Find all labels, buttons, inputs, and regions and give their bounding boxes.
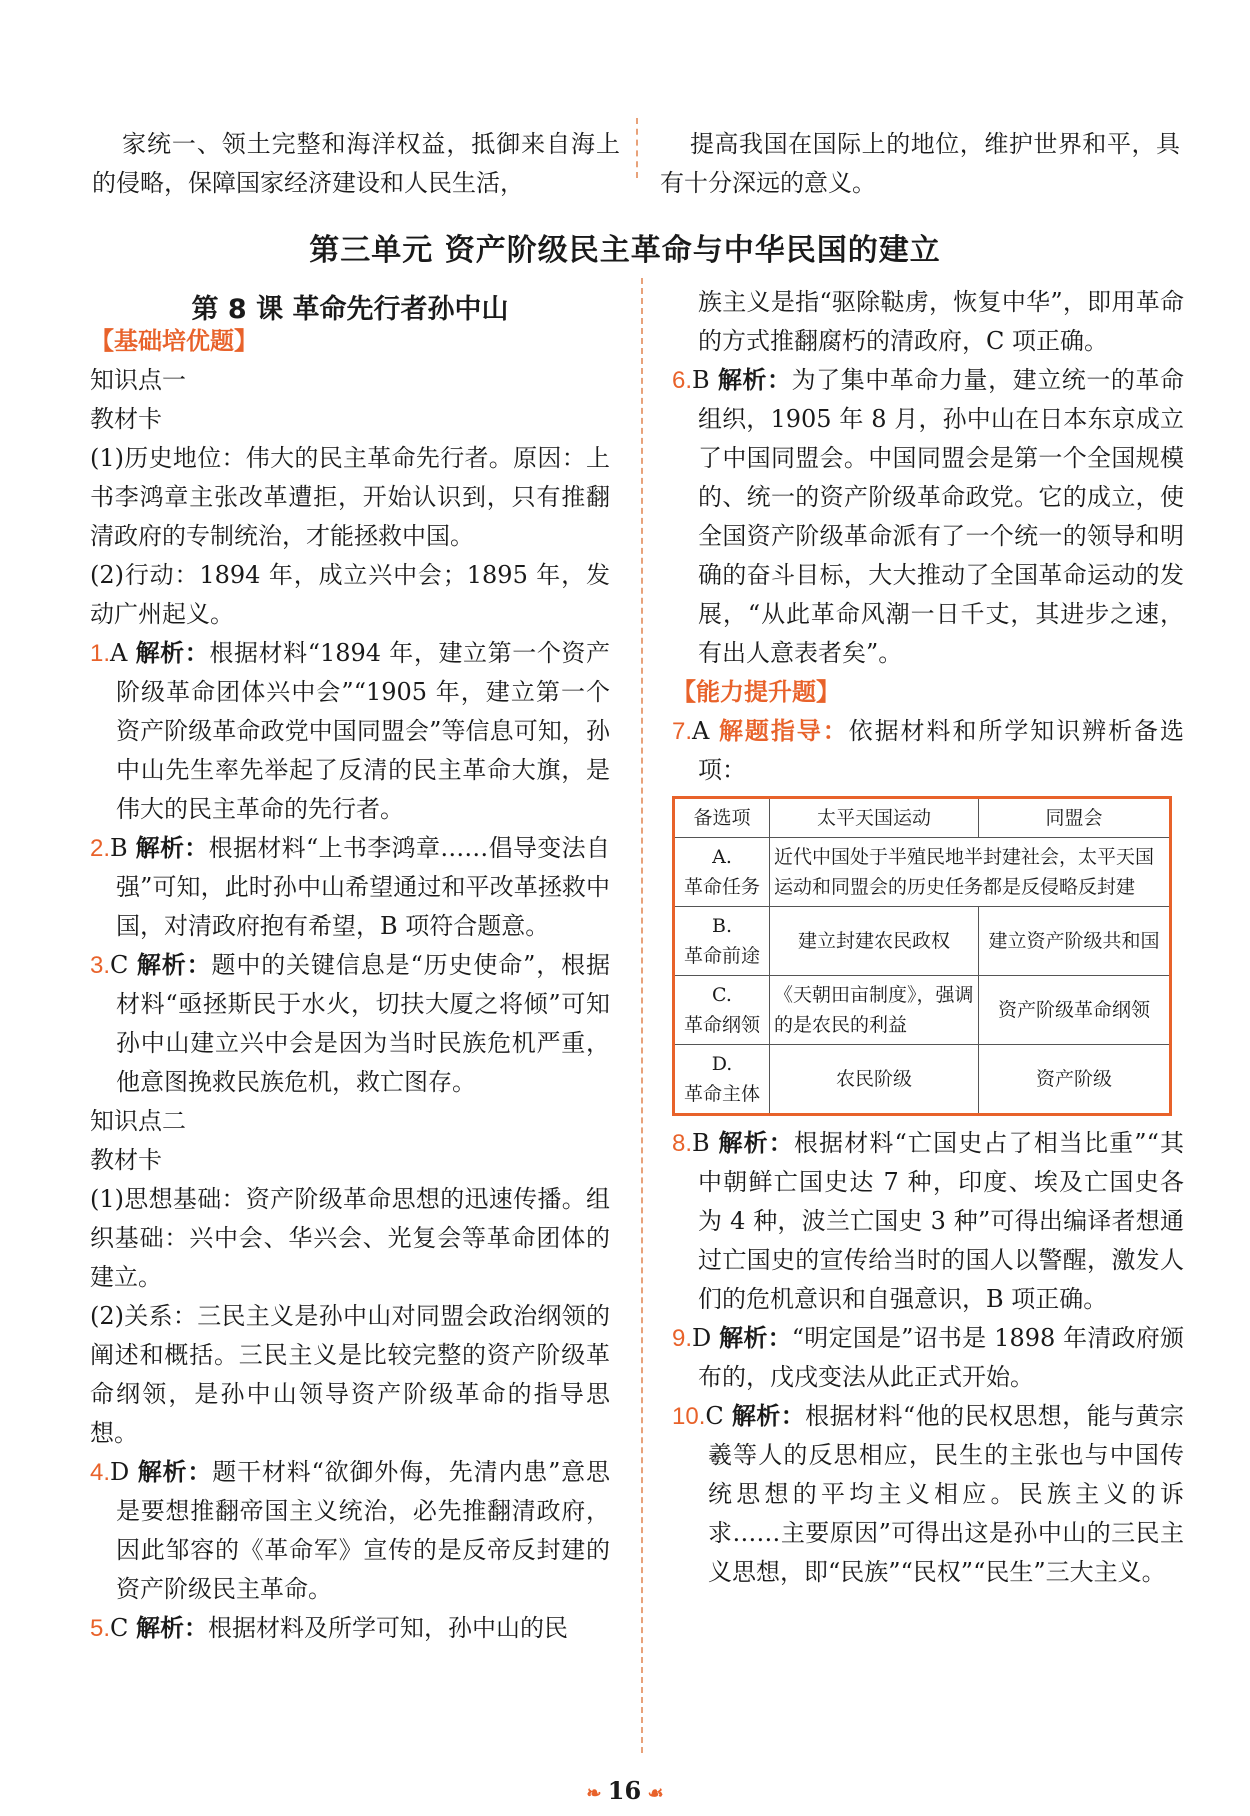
table-row <box>674 838 1171 907</box>
knowledge-point-1: 知识点一 <box>90 366 186 394</box>
question-10 <box>672 1397 1184 1592</box>
lesson-title: 第 8 课 革命先行者孙中山 <box>191 294 509 325</box>
answer: B <box>692 1129 710 1157</box>
top-text-left: 家统一、领土完整和海洋权益，抵御来自海上的侵略，保障国家经济建设和人民生活， <box>92 130 620 197</box>
row-label: B. 革命前途 <box>674 907 770 976</box>
section-tag-advanced: 【能力提升题】 <box>672 678 840 706</box>
explanation-label: 解析： <box>717 366 792 394</box>
explanation-text: 题干材料“欲御外侮，先清内患”意思是要想推翻帝国主义统治，必先推翻清政府，因此邹容的《革命军》宣传的是反帝反封建的资产阶级民主革命。 <box>116 1458 610 1603</box>
answer: A <box>692 717 710 745</box>
table-cell: 农民阶级 <box>770 1045 979 1115</box>
question-number: 5. <box>90 1615 111 1642</box>
table-header-cell: 同盟会 <box>979 798 1171 838</box>
row-label: D. 革命主体 <box>674 1045 770 1115</box>
table-cell: 《天朝田亩制度》，强调的是农民的利益 <box>770 976 979 1045</box>
question-number: 6. <box>672 367 693 394</box>
column-divider <box>641 278 643 1753</box>
answer: C <box>110 951 129 979</box>
row-label: A. 革命任务 <box>674 838 770 907</box>
explanation-text: 根据材料及所学可知，孙中山的民 <box>208 1614 569 1642</box>
table-cell: 近代中国处于半殖民地半封建社会，太平天国运动和同盟会的历史任务都是反侵略反封建 <box>770 838 1171 907</box>
question-number: 10. <box>672 1403 706 1430</box>
row-label: C. 革命纲领 <box>674 976 770 1045</box>
page-number-text: 16 <box>607 1776 642 1805</box>
explanation-text: 根据材料“他的民权思想，能与黄宗羲等人的反思相应，民生的主张也与中国传统思想的平均主义相应。民族主义的诉求……主要原因”可得出这是孙中山的三民主义思想，即“民族”“民权”“民生”三大主义。 <box>708 1402 1184 1586</box>
question-number: 3. <box>90 952 111 979</box>
table-row <box>674 1045 1171 1115</box>
explanation-label: 解析： <box>136 1614 209 1642</box>
question-9 <box>672 1319 1184 1397</box>
answer: A <box>110 639 128 667</box>
question-1 <box>90 634 610 829</box>
explanation-text: “明定国是”诏书是 1898 年清政府颁布的，戊戌变法从此正式开始。 <box>698 1324 1185 1391</box>
answer: B <box>692 366 710 394</box>
table-cell: 资产阶级革命纲领 <box>979 976 1171 1045</box>
guidance-label: 解题指导： <box>718 717 849 745</box>
explanation-label: 解析： <box>731 1402 806 1430</box>
question-4 <box>90 1453 610 1609</box>
ornament-right-icon: ☙ <box>641 1783 664 1804</box>
textbook-card-2: 教材卡 <box>90 1146 162 1174</box>
section-tag-basic: 【基础培优题】 <box>90 327 258 355</box>
question-3 <box>90 946 610 1102</box>
table-header-cell: 太平天国运动 <box>770 798 979 838</box>
explanation-text: 根据材料“上书李鸿章……倡导变法自强”可知，此时孙中山希望通过和平改革拯救中国，对清政府抱有希望，B 项符合题意。 <box>116 834 610 940</box>
explanation-label: 解析： <box>719 1324 792 1352</box>
question-number: 2. <box>90 835 111 862</box>
question-6 <box>672 361 1184 673</box>
kp1-paragraph-1: (1)历史地位：伟大的民主革命先行者。原因：上书李鸿章主张改革遭拒，开始认识到，只有推翻清政府的专制统治，才能拯救中国。 <box>90 444 610 550</box>
kp1-paragraph-2: (2)行动：1894 年，成立兴中会；1895 年，发动广州起义。 <box>90 561 610 628</box>
explanation-text: 为了集中革命力量，建立统一的革命组织，1905 年 8 月，孙中山在日本东京成立了中国同盟会。中国同盟会是第一个全国规模的、统一的资产阶级革命政党。它的成立，使全国资产阶级革命派有了一个统一的领导和明确的奋斗目标，大大推动了全国革命运动的发展，“从此革命风潮一日千丈，其进步之速，有出人意表者矣”。 <box>698 366 1185 667</box>
unit-title: 第三单元 资产阶级民主革命与中华民国的建立 <box>309 233 941 268</box>
question-8 <box>672 1124 1184 1319</box>
guidance-text: 依据材料和所学知识辨析备选项： <box>698 717 1185 784</box>
answer: D <box>692 1324 712 1352</box>
question-5 <box>90 1609 610 1648</box>
table-row <box>674 976 1171 1045</box>
question-5-continued: 族主义是指“驱除鞑虏，恢复中华”，即用革命的方式推翻腐朽的清政府，C 项正确。 <box>698 288 1184 355</box>
table-cell: 资产阶级 <box>979 1045 1171 1115</box>
question-number: 4. <box>90 1459 111 1486</box>
knowledge-point-2: 知识点二 <box>90 1107 186 1135</box>
ornament-left-icon: ❧ <box>586 1783 608 1804</box>
comparison-table <box>672 796 1172 1116</box>
answer: C <box>705 1402 724 1430</box>
explanation-label: 解析： <box>136 951 212 979</box>
explanation-label: 解析： <box>135 639 210 667</box>
explanation-text: 根据材料“亡国史占了相当比重”“其中朝鲜亡国史达 7 种，印度、埃及亡国史各为 4 种，波兰亡国史 3 种”可得出编译者想通过亡国史的宣传给当时的国人以警醒，激发人们的危机意识和自强意识，B 项正确。 <box>698 1129 1184 1313</box>
kp2-paragraph-1: (1)思想基础：资产阶级革命思想的迅速传播。组织基础：兴中会、华兴会、光复会等革命团体的建立。 <box>90 1185 610 1291</box>
explanation-label: 解析： <box>718 1129 794 1157</box>
explanation-label: 解析： <box>137 1458 213 1486</box>
question-number: 8. <box>672 1130 693 1157</box>
textbook-card-1: 教材卡 <box>90 405 162 433</box>
question-7 <box>672 712 1184 790</box>
table-header-cell: 备选项 <box>674 798 770 838</box>
question-number: 1. <box>90 640 111 667</box>
explanation-text: 根据材料“1894 年，建立第一个资产阶级革命团体兴中会”“1905 年，建立第一个资产阶级革命政党中国同盟会”等信息可知，孙中山先生率先举起了反清的民主革命大旗，是伟大的民主革命的先行者。 <box>116 639 610 823</box>
top-text-right: 提高我国在国际上的地位，维护世界和平，具有十分深远的意义。 <box>660 130 1180 197</box>
explanation-label: 解析： <box>135 834 209 862</box>
question-number: 9. <box>672 1325 693 1352</box>
table-cell: 建立封建农民政权 <box>770 907 979 976</box>
right-column <box>672 283 1184 1592</box>
explanation-text: 题中的关键信息是“历史使命”，根据材料“亟拯斯民于水火，切扶大厦之将倾”可知孙中山建立兴中会是因为当时民族危机严重，他意图挽救民族危机，救亡图存。 <box>116 951 610 1096</box>
question-2 <box>90 829 610 946</box>
table-row <box>674 907 1171 976</box>
page-number <box>0 1776 1250 1805</box>
answer: D <box>110 1458 130 1486</box>
answer: B <box>110 834 128 862</box>
table-header-row <box>674 798 1171 838</box>
table-cell: 建立资产阶级共和国 <box>979 907 1171 976</box>
answer: C <box>110 1614 129 1642</box>
left-column <box>90 322 610 1648</box>
kp2-paragraph-2: (2)关系：三民主义是孙中山对同盟会政治纲领的阐述和概括。三民主义是比较完整的资产阶级革命纲领，是孙中山领导资产阶级革命的指导思想。 <box>90 1302 610 1447</box>
top-divider <box>636 118 638 178</box>
question-number: 7. <box>672 718 693 745</box>
